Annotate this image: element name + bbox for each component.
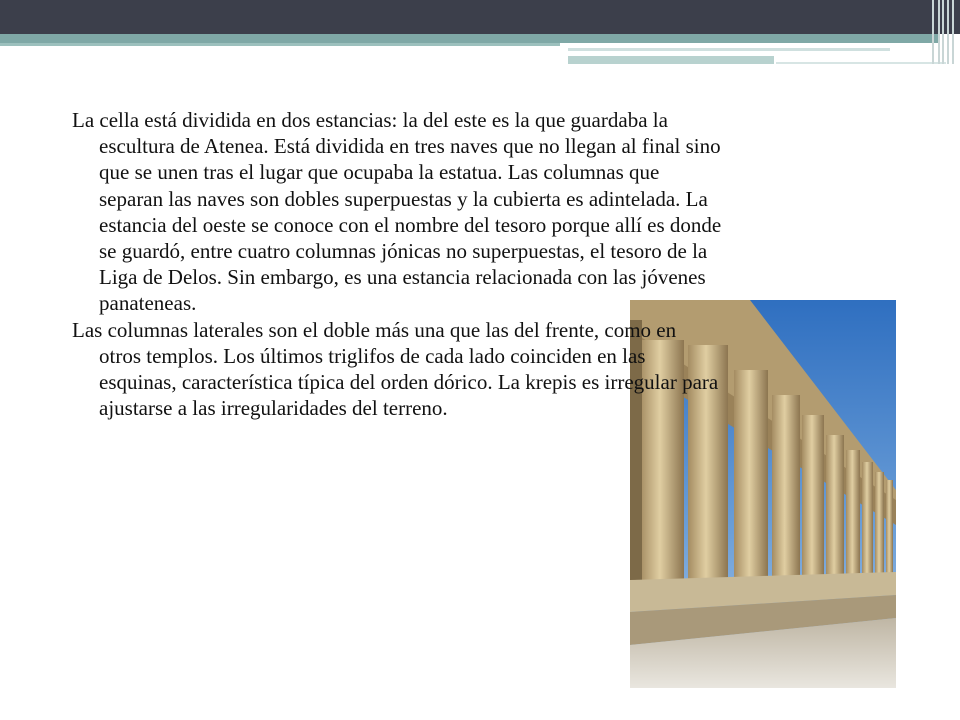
header-accent-line [776, 62, 946, 64]
slide-text [72, 107, 722, 421]
header-accent-band [0, 34, 940, 43]
header-accent-line [0, 43, 560, 46]
header-vertical-stripes [930, 0, 960, 64]
header-accent-line [568, 56, 774, 64]
paragraph-cella: La cella está dividida en dos estancias: la del este es la que guardaba la escultura de Atenea. Está dividida en tres naves que no llegan al final sino que se unen tras el lugar que ocupaba la estatua. Las columnas que separan las naves son dobles superpuestas y la cubierta es adintelada. La estancia del oeste se conoce con el nombre del tesoro porque allí es donde se guardó, entre cuatro columnas jónicas no superpuestas, el tesoro de la Liga de Delos. Sin embargo, es una estancia relacionada con las jóvenes panateneas. [72, 108, 722, 316]
header-accent-line [568, 48, 890, 51]
paragraph-columnas: Las columnas laterales son el doble más una que las del frente, como en otros templos. Los últimos triglifos de cada lado coinciden en las esquinas, característica típica del orden dórico. La krepis es irregular para ajustarse a las irregularidades del terreno. [72, 317, 719, 421]
header-bar [0, 0, 960, 34]
